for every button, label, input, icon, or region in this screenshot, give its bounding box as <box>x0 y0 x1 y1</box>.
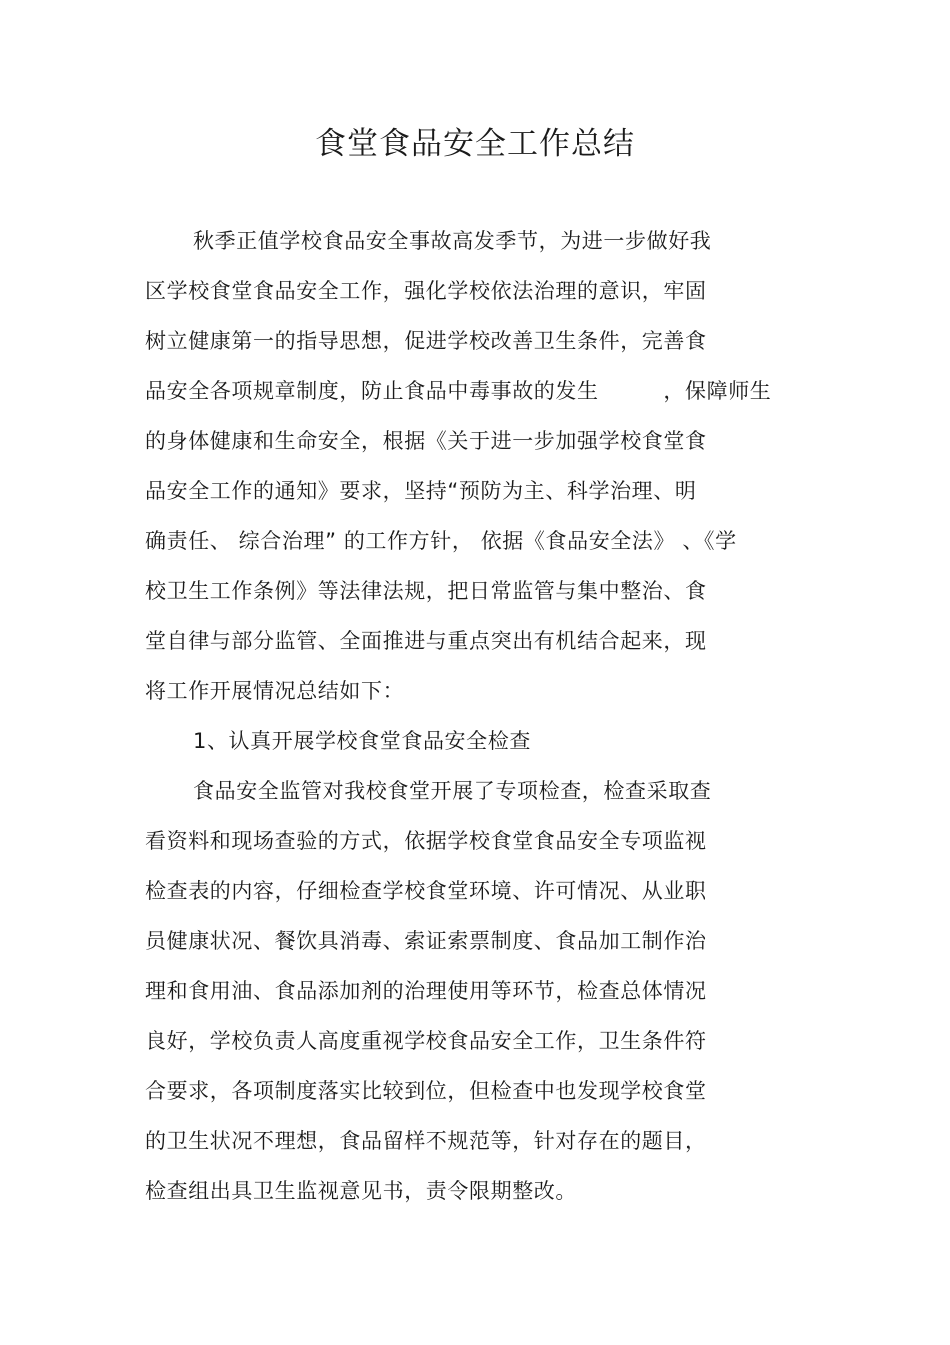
paragraph-2-line-6: 良好，学校负责人高度重视学校食品安全工作，卫生条件符 <box>145 1029 707 1053</box>
paragraph-2-line-4: 员健康状况、餐饮具消毒、索证索票制度、食品加工制作治 <box>145 929 707 953</box>
paragraph-2-line-5: 理和食用油、食品添加剂的治理使用等环节，检查总体情况 <box>145 979 707 1003</box>
paragraph-1-line-2: 区学校食堂食品安全工作，强化学校依法治理的意识，牢固 <box>145 279 707 303</box>
paragraph-1-line-1: 秋季正值学校食品安全事故高发季节，为进一步做好我 <box>193 229 712 253</box>
paragraph-2-line-8: 的卫生状况不理想，食品留样不规范等，针对存在的题目， <box>145 1129 707 1153</box>
paragraph-1-line-3: 树立健康第一的指导思想，促进学校改善卫生条件，完善食 <box>145 329 707 353</box>
paragraph-2-line-9: 检查组出具卫生监视意见书，责令限期整改。 <box>145 1179 577 1203</box>
paragraph-2-line-1: 食品安全监管对我校食堂开展了专项检查，检查采取查 <box>193 779 712 803</box>
paragraph-1-line-9: 堂自律与部分监管、全面推进与重点突出有机结合起来，现 <box>145 629 707 653</box>
paragraph-1-line-6: 品安全工作的通知》要求，坚持“预防为主、科学治理、明 <box>145 479 697 503</box>
section-heading-1: 1、认真开展学校食堂食品安全检查 <box>193 729 531 753</box>
paragraph-1-line-8: 校卫生工作条例》等法律法规，把日常监管与集中整治、食 <box>145 579 707 603</box>
paragraph-2-line-7: 合要求，各项制度落实比较到位，但检查中也发现学校食堂 <box>145 1079 707 1103</box>
paragraph-2-line-3: 检查表的内容，仔细检查学校食堂环境、许可情况、从业职 <box>145 879 707 903</box>
paragraph-1-line-4: 品安全各项规章制度，防止食品中毒事故的发生 ，保障师生 <box>145 379 772 403</box>
paragraph-1-line-7: 确责任、 综合治理” 的工作方针， 依据《食品安全法》 、《学 <box>145 529 737 553</box>
paragraph-2-line-2: 看资料和现场查验的方式，依据学校食堂食品安全专项监视 <box>145 829 707 853</box>
paragraph-1-line-10: 将工作开展情况总结如下： <box>145 679 405 703</box>
paragraph-1-line-5: 的身体健康和生命安全，根据《关于进一步加强学校食堂食 <box>145 429 707 453</box>
document-title: 食堂食品安全工作总结 <box>315 126 635 162</box>
